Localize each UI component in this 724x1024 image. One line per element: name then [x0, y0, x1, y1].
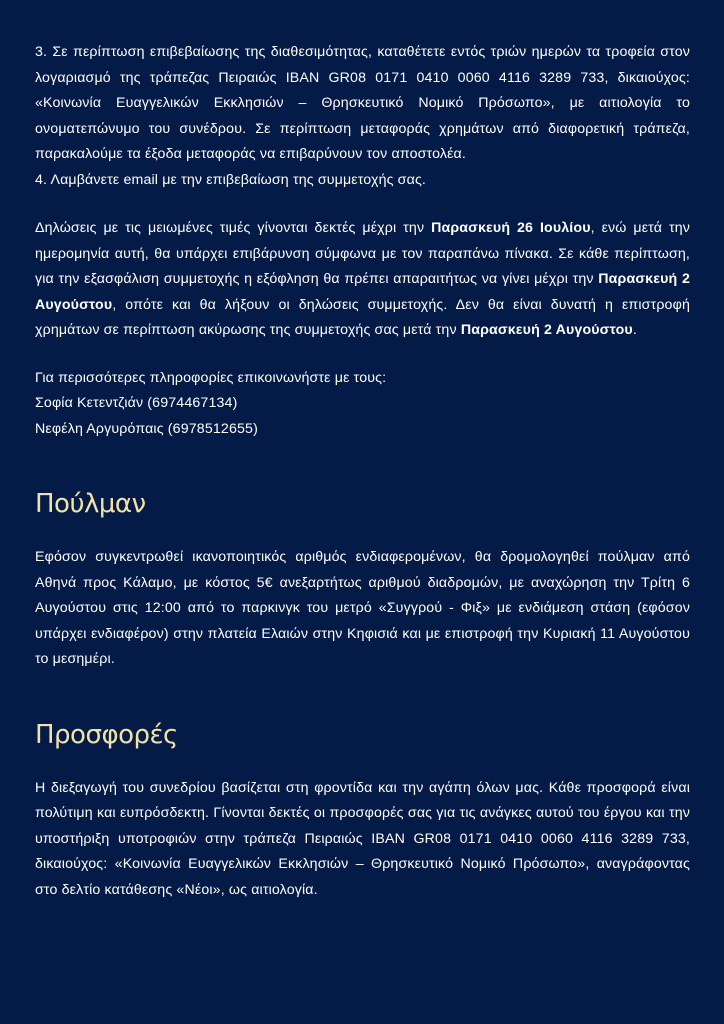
- deadlines-paragraph: [35, 216, 690, 344]
- deadline-date-3: Παρασκευή 2 Αυγούστου: [460, 322, 633, 338]
- offers-paragraph: Η διεξαγωγή του συνεδρίου βασίζεται στη φροντίδα και την αγάπη όλων μας. Κάθε προσφορά είναι πολύτιμη και ευπρόσδεκτη. Γίνονται δεκτές οι προσφορές σας για τις ανάγκες αυτού του έργου και την υποστήριξη υποτροφιών στην τράπεζα Πειραιώς IBAN GR08 0171 0410 0060 4116 3289 733, δικαιούχος: «Κοινωνία Ευαγγελικών Εκκλησιών – Θρησκευτικό Νομικό Πρόσωπο», αναγράφοντας στο δελτίο κατάθεσης «Νέοι», ως αιτιολογία.: [35, 779, 690, 898]
- registration-step-3: 3. Σε περίπτωση επιβεβαίωσης της διαθεσιμότητας, καταθέτετε εντός τριών ημερών τα τροφεία στον λογαριασμό της τράπεζας Πειραιώς IBAN GR08 0171 0410 0060 4116 3289 733, δικαιούχος: «Κοινωνία Ευαγγελικών Εκκλησιών – Θρησκευτικό Νομικό Πρόσωπο», με αιτιολογία το ονοματεπώνυμο του συνέδρου. Σε περίπτωση μεταφοράς χρημάτων από διαφορετική τράπεζα, παρακαλούμε τα έξοδα μεταφοράς να επιβαρύνουν τον αποστολέα.: [35, 44, 690, 162]
- contact-person: Νεφέλη Αργυρόπαις (6978512655): [35, 420, 258, 437]
- bus-heading: Πούλμαν: [35, 489, 146, 519]
- deadline-date-2: Παρασκευή 2 Αυγούστου: [35, 271, 690, 313]
- document-content: [35, 40, 690, 903]
- deadline-date-1: Παρασκευή 26 Ιουλίου: [431, 220, 591, 236]
- deadlines-text-1: Δηλώσεις με τις μειωμένες τιμές γίνονται δεκτές μέχρι την: [35, 220, 432, 236]
- contact-person: Σοφία Κετεντζιάν (6974467134): [35, 395, 238, 411]
- contacts-block: [35, 366, 690, 443]
- offers-heading: Προσφορές: [35, 719, 178, 750]
- contacts-intro: Για περισσότερες πληροφορίες επικοινωνήστε με τους:: [35, 369, 387, 386]
- registration-step-4: 4. Λαμβάνετε email με την επιβεβαίωση της συμμετοχής σας.: [35, 171, 427, 188]
- deadlines-text-4: .: [632, 322, 637, 338]
- deadlines-text-3: , οπότε και θα λήξουν οι δηλώσεις συμμετοχής. Δεν θα είναι δυνατή η επιστροφή χρημάτων σε περίπτωση ακύρωσης της συμμετοχής σας μετά την: [35, 296, 690, 338]
- deadlines-text-2: , ενώ μετά την ημερομηνία αυτή, θα υπάρχει επιβάρυνση σύμφωνα με τον παραπάνω πίνακα. Σε κάθε περίπτωση, για την εξασφάλιση συμμετοχής η εξόφληση θα πρέπει απαραιτήτως να γίνει μέχρι την: [35, 220, 690, 287]
- bus-paragraph: Εφόσον συγκεντρωθεί ικανοποιητικός αριθμός ενδιαφερομένων, θα δρομολογηθεί πούλμαν από Αθηνά προς Κάλαμο, με κόστος 5€ ανεξαρτήτως αριθμού διαδρομών, με αναχώρηση την Τρίτη 6 Αυγούστου στις 12:00 από το παρκινγκ του μετρό «Συγγρού - Φιξ» με ενδιάμεση στάση (εφόσον υπάρχει ενδιαφέρον) στην πλατεία Ελαιών στην Κηφισιά και με επιστροφή την Κυριακή 11 Αυγούστου το μεσημέρι.: [35, 549, 690, 667]
